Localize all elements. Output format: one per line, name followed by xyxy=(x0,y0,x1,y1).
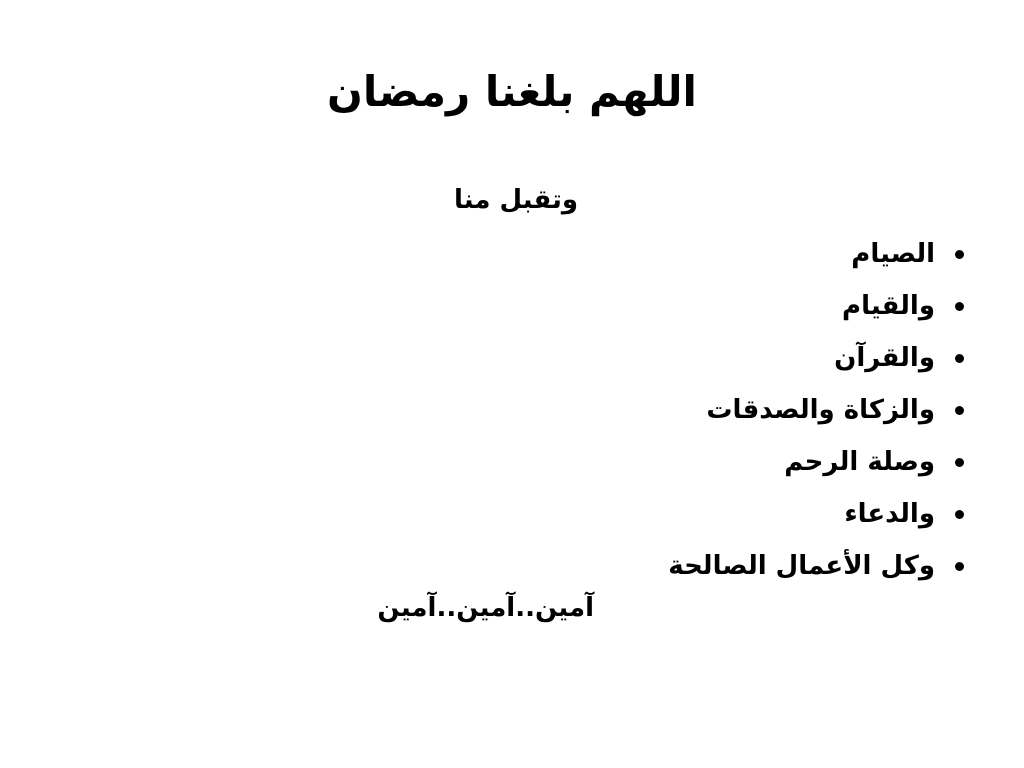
bullet-dot-icon xyxy=(955,250,964,259)
bullet-item-night-prayer xyxy=(668,280,964,332)
bullet-item-supplication xyxy=(668,488,964,540)
bullet-item-fasting xyxy=(668,228,964,280)
bullet-dot-icon xyxy=(955,406,964,415)
bullet-item-charity xyxy=(668,384,964,436)
bullet-dot-icon xyxy=(955,562,964,571)
bullet-dot-icon xyxy=(955,354,964,363)
bullet-text: وصلة الرحم xyxy=(784,447,935,477)
bullet-text: والزكاة والصدقات xyxy=(706,395,935,425)
bullet-dot-icon xyxy=(955,510,964,519)
bullet-text: والقرآن xyxy=(834,343,935,373)
bullet-dot-icon xyxy=(955,458,964,467)
bullet-item-kinship xyxy=(668,436,964,488)
bullet-dot-icon xyxy=(955,302,964,311)
slide-title: اللهم بلغنا رمضان xyxy=(327,67,697,116)
bullet-text: الصيام xyxy=(851,239,935,269)
bullet-list xyxy=(668,228,964,592)
bullet-item-quran xyxy=(668,332,964,384)
slide-subtitle: وتقبل منا xyxy=(454,185,578,215)
bullet-item-good-deeds xyxy=(668,540,964,592)
bullet-text: والقيام xyxy=(842,291,935,321)
closing-text: آمين..آمين..آمين xyxy=(377,593,594,623)
bullet-text: وكل الأعمال الصالحة xyxy=(668,551,935,581)
bullet-text: والدعاء xyxy=(844,499,935,529)
